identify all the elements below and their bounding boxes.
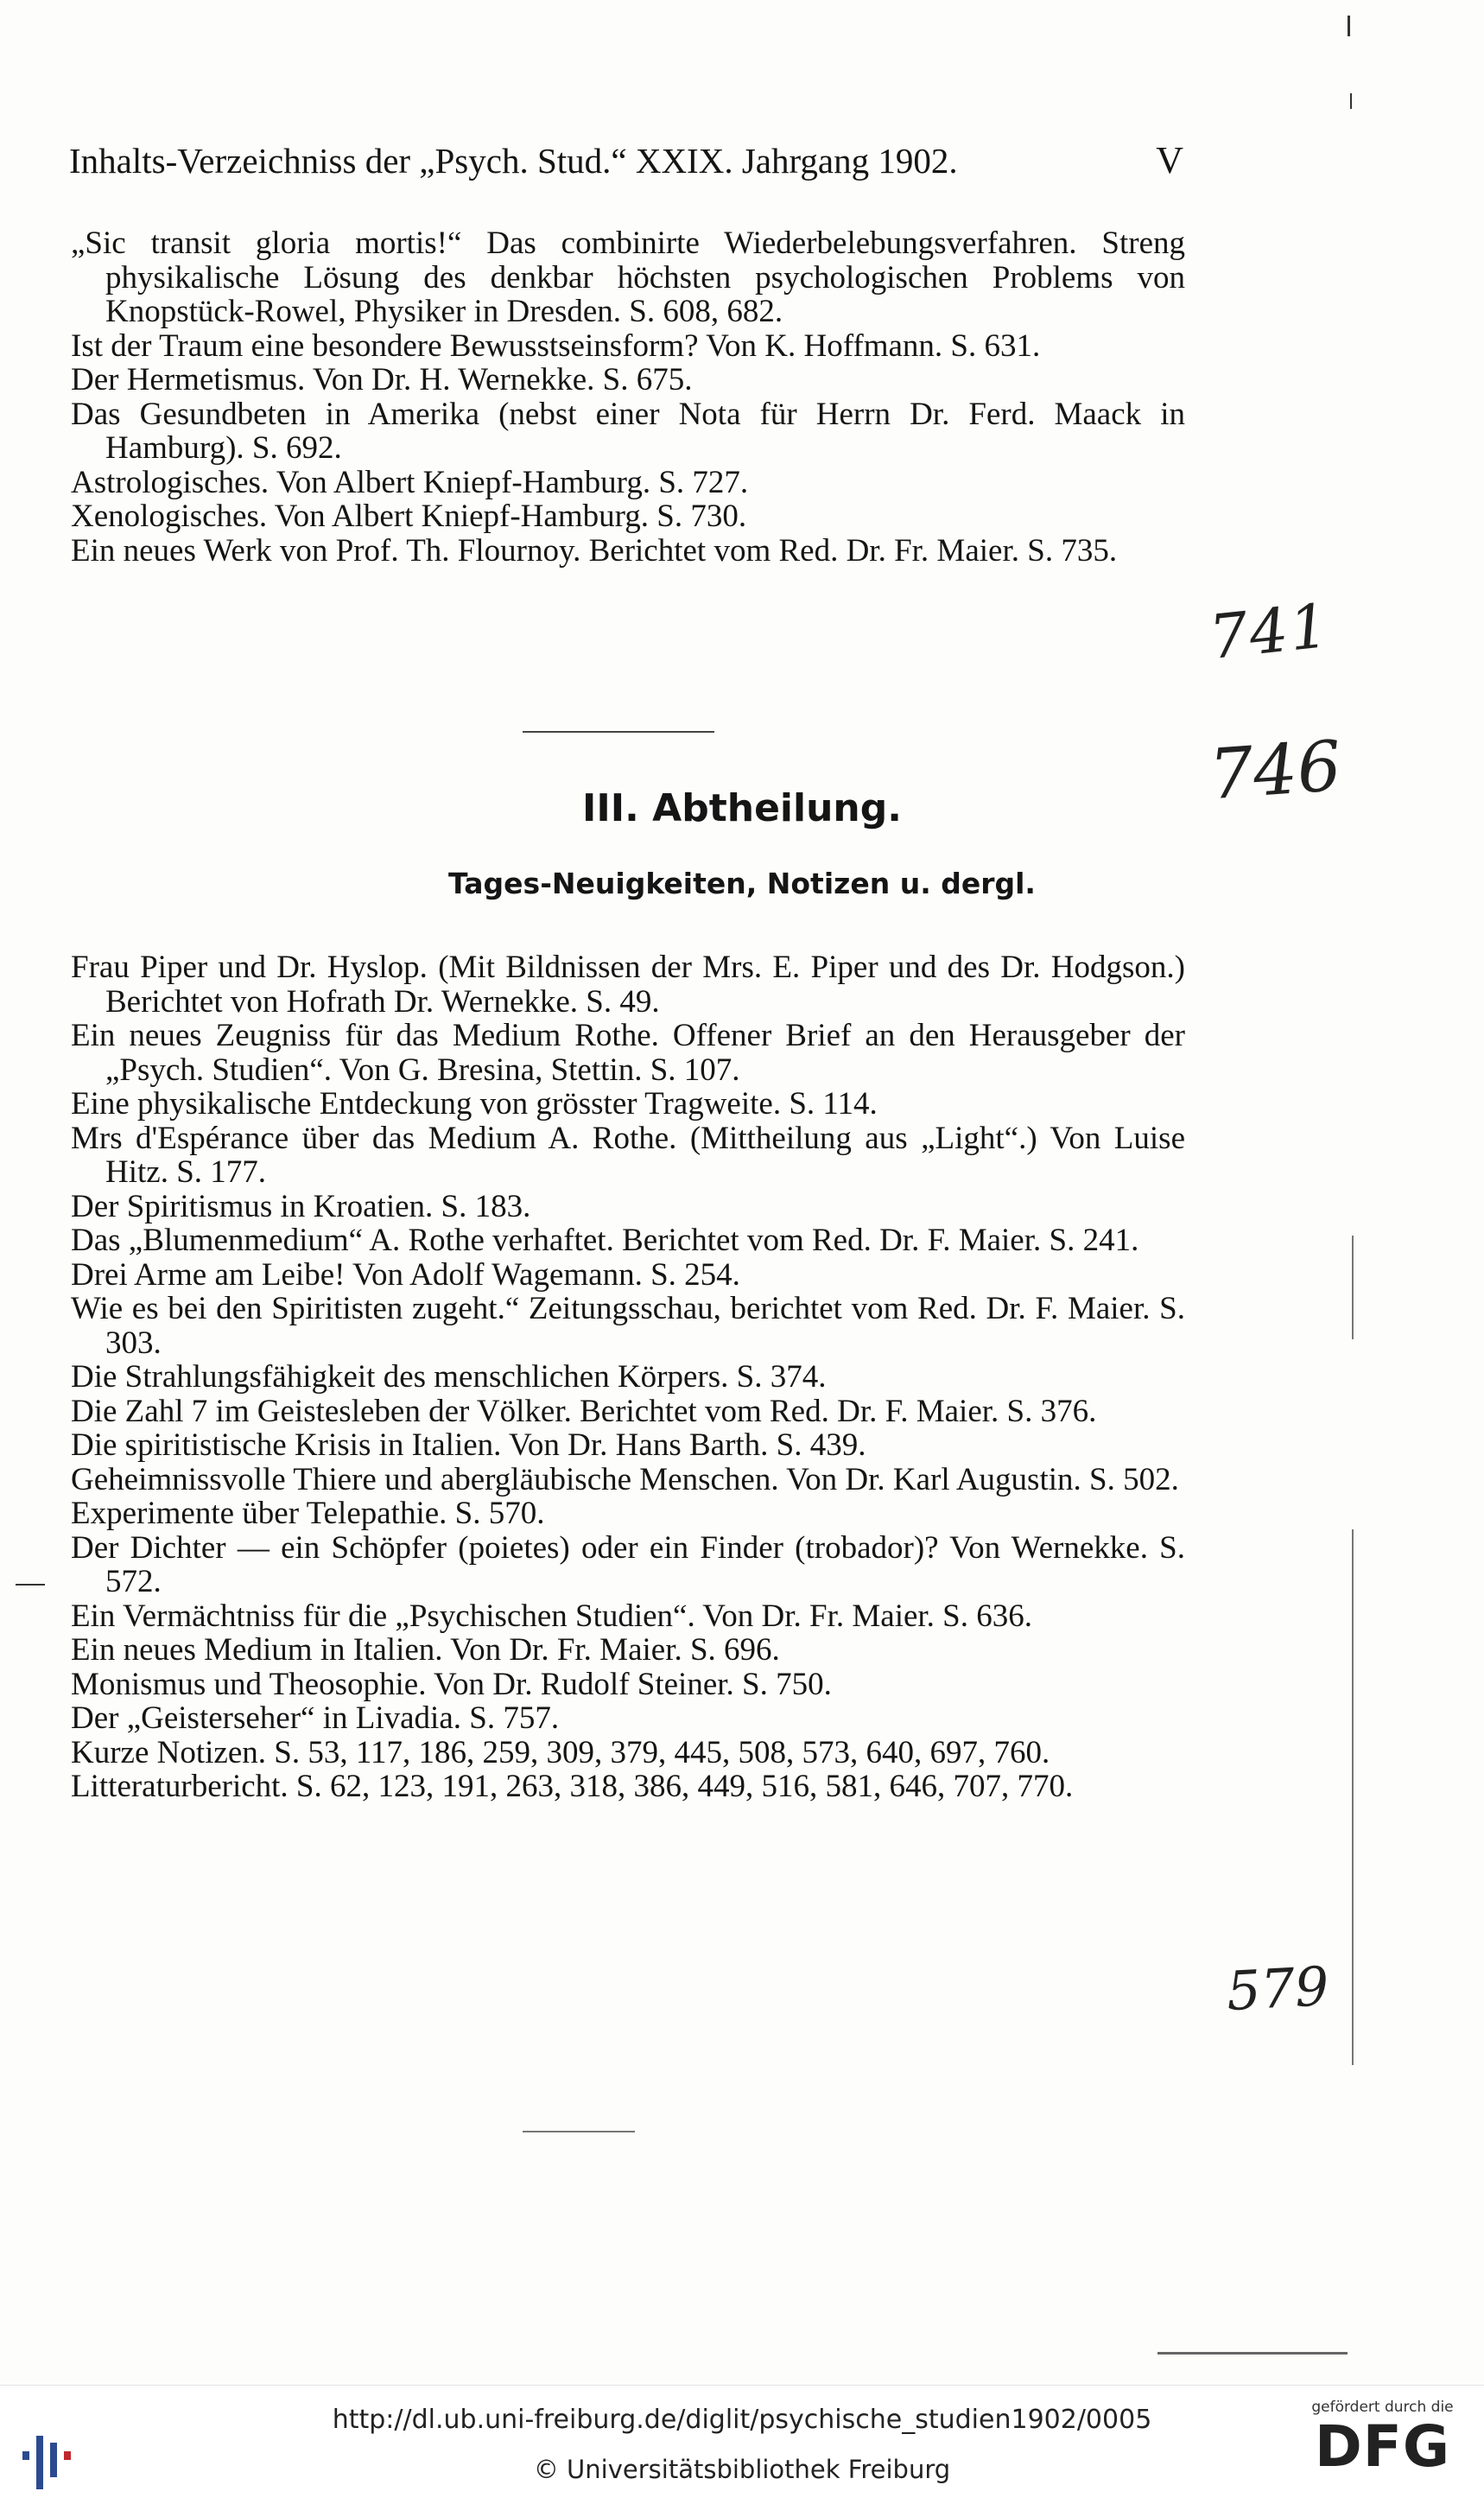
toc-entry: Geheimnissvolle Thiere und abergläubische Menschen. Von Dr. Karl Augustin. S. 502. bbox=[71, 1461, 1179, 1497]
header-title: Inhalts-Verzeichniss der „Psych. Stud.“ XXIX. Jahrgang 1902. bbox=[69, 141, 958, 181]
running-header bbox=[69, 137, 1183, 185]
toc-entry: Xenologisches. Von Albert Kniepf-Hamburg. S. 730. bbox=[71, 499, 747, 534]
toc-entry: Der Spiritismus in Kroatien. S. 183. bbox=[71, 1188, 531, 1224]
toc-entry: Das „Blumenmedium“ A. Rothe verhaftet. Berichtet vom Red. Dr. F. Maier. S. 241. bbox=[71, 1223, 1139, 1258]
toc-entry: Die Strahlungsfähigkeit des menschlichen Körpers. S. 374. bbox=[71, 1359, 827, 1395]
dfg-funded-label: gefördert durch die bbox=[1311, 2399, 1454, 2416]
toc-entry: Mrs d'Espérance über das Medium A. Rothe. (Mittheilung aus „Light“.) Von Luise Hitz. S. 177. bbox=[71, 1120, 1185, 1190]
toc-entry: Ein Vermächtniss für die „Psychischen Studien“. Von Dr. Fr. Maier. S. 636. bbox=[71, 1598, 1032, 1634]
handwritten-note: 741 bbox=[1206, 589, 1334, 674]
toc-entry: Astrologisches. Von Albert Kniepf-Hamburg. S. 727. bbox=[71, 464, 749, 500]
toc-entry: Kurze Notizen. S. 53, 117, 186, 259, 309, 379, 445, 508, 573, 640, 697, 760. bbox=[71, 1734, 1050, 1770]
page-numeral: V bbox=[1156, 139, 1183, 181]
dfg-logo bbox=[1303, 2399, 1462, 2478]
section1-entry-list bbox=[71, 226, 1185, 568]
toc-entry: „Sic transit gloria mortis!“ Das combinirte Wiederbelebungsverfahren. Streng physikalische Lösung des denkbar höchsten psychologischen Problems von Knopstück-Rowel, Physiker in Dresden. S. 608, 682. bbox=[71, 226, 1185, 329]
toc-entry: Der Dichter — ein Schöpfer (poietes) oder ein Finder (trobador)? Von Wernekke. S. 572. bbox=[71, 1529, 1185, 1599]
section-divider bbox=[523, 731, 714, 733]
copyright-line: © Universitätsbibliothek Freiburg bbox=[533, 2455, 951, 2484]
scan-speck bbox=[1350, 93, 1352, 109]
toc-entry: Der Hermetismus. Von Dr. H. Wernekke. S. 675. bbox=[71, 362, 693, 397]
scan-speck bbox=[1348, 16, 1350, 36]
scan-speck bbox=[16, 1584, 45, 1586]
footer-bar bbox=[0, 2385, 1484, 2504]
toc-entry: Die Zahl 7 im Geistesleben der Völker. Berichtet vom Red. Dr. F. Maier. S. 376. bbox=[71, 1393, 1097, 1429]
toc-entry: Litteraturbericht. S. 62, 123, 191, 263, 318, 386, 449, 516, 581, 646, 707, 770. bbox=[71, 1769, 1074, 1804]
toc-entry: Der „Geisterseher“ in Livadia. S. 757. bbox=[71, 1700, 560, 1736]
scan-edge-line bbox=[1157, 2352, 1348, 2355]
toc-entry: Monismus und Theosophie. Von Dr. Rudolf Steiner. S. 750. bbox=[71, 1666, 832, 1702]
scan-edge-line bbox=[1352, 1529, 1354, 2065]
toc-entry: Ein neues Zeugniss für das Medium Rothe. Offener Brief an den Herausgeber der „Psych. Studien“. Von G. Bresina, Stettin. S. 107. bbox=[71, 1018, 1185, 1088]
scan-edge-line bbox=[1352, 1236, 1354, 1339]
toc-entry: Drei Arme am Leibe! Von Adolf Wagemann. S. 254. bbox=[71, 1256, 740, 1293]
toc-entry: Frau Piper und Dr. Hyslop. (Mit Bildnissen der Mrs. E. Piper und des Dr. Hodgson.) Berichtet von Hofrath Dr. Wernekke. S. 49. bbox=[71, 950, 1185, 1020]
section3-entry-list bbox=[71, 950, 1185, 1804]
section-subtitle: Tages-Neuigkeiten, Notizen u. dergl. bbox=[448, 867, 1036, 900]
section-title: III. Abtheilung. bbox=[582, 786, 902, 830]
toc-entry: Das Gesundbeten in Amerika (nebst einer Nota für Herrn Dr. Ferd. Maack in Hamburg). S. 692. bbox=[71, 396, 1185, 466]
toc-entry: Wie es bei den Spiritisten zugeht.“ Zeitungsschau, berichtet vom Red. Dr. F. Maier. S. 303. bbox=[71, 1291, 1185, 1361]
toc-entry: Ein neues Medium in Italien. Von Dr. Fr. Maier. S. 696. bbox=[71, 1632, 780, 1668]
end-divider bbox=[523, 2131, 635, 2132]
toc-entry: Ist der Traum eine besondere Bewusstseinsform? Von K. Hoffmann. S. 631. bbox=[71, 327, 1041, 364]
handwritten-note: 746 bbox=[1206, 725, 1344, 816]
source-url[interactable]: http://dl.ub.uni-freiburg.de/diglit/psychische_studien1902/0005 bbox=[332, 2405, 1152, 2435]
toc-entry: Eine physikalische Entdeckung von grösster Tragweite. S. 114. bbox=[71, 1086, 878, 1122]
handwritten-note: 579 bbox=[1225, 1954, 1331, 2024]
toc-entry: Die spiritistische Krisis in Italien. Von Dr. Hans Barth. S. 439. bbox=[71, 1427, 866, 1463]
toc-entry: Ein neues Werk von Prof. Th. Flournoy. Berichtet vom Red. Dr. Fr. Maier. S. 735. bbox=[71, 532, 1118, 569]
toc-entry: Experimente über Telepathie. S. 570. bbox=[71, 1496, 545, 1531]
dfg-wordmark: DFG bbox=[1314, 2413, 1451, 2480]
